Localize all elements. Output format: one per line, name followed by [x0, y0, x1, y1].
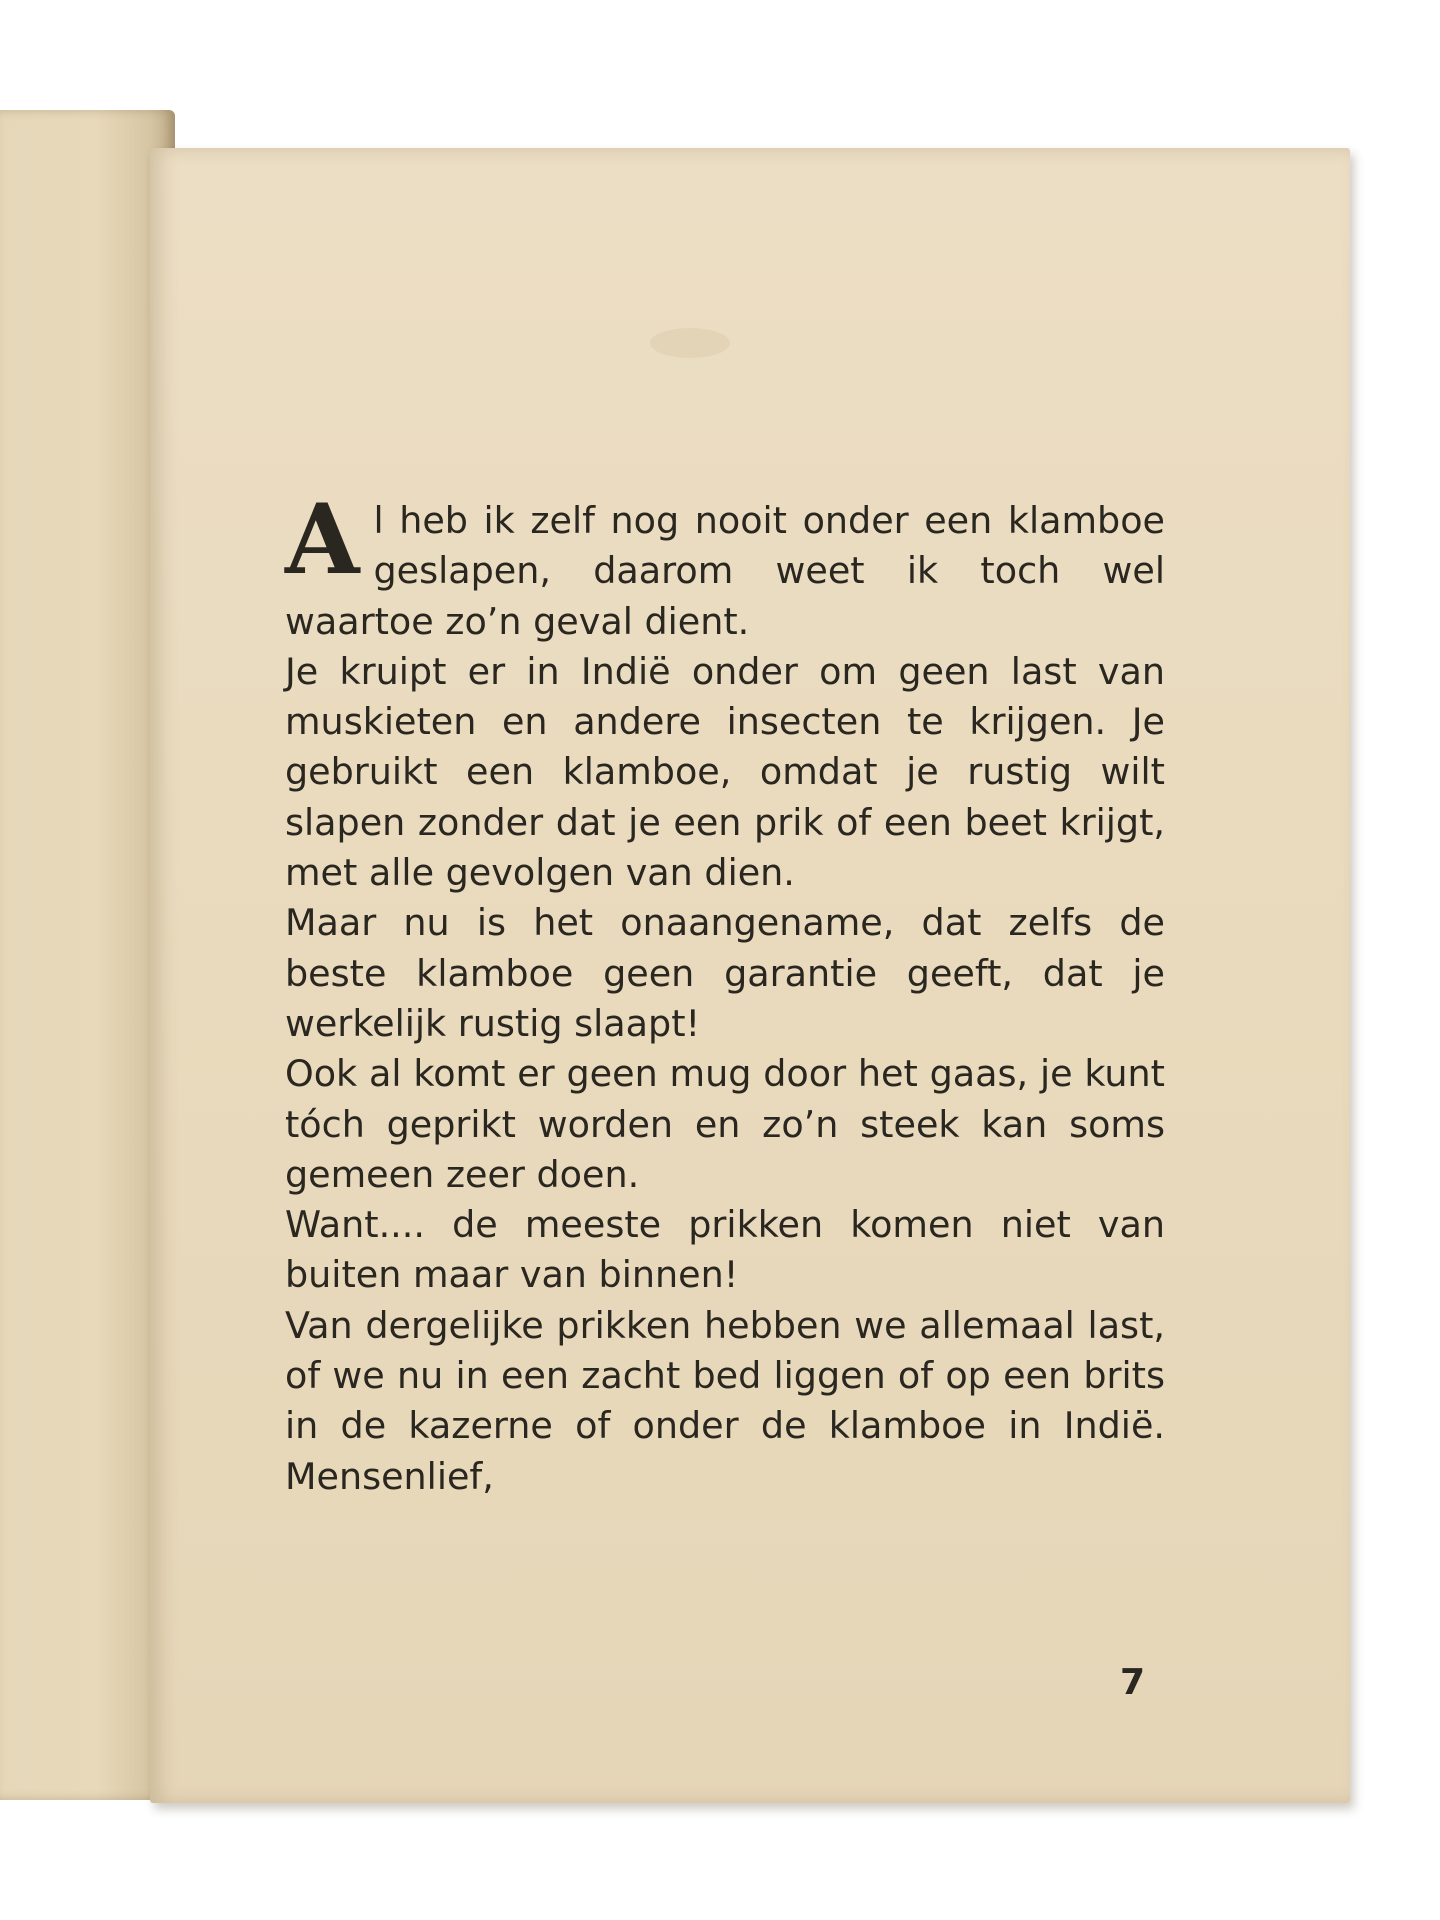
drop-cap: A [285, 483, 360, 596]
paper-stain [650, 328, 730, 358]
first-paragraph [285, 483, 1165, 647]
page-number: 7 [1119, 1662, 1145, 1703]
paragraph: Je kruipt er in Indië onder om geen last van muskieten en andere insecten te krijgen. Je gebruikt een klamboe, omdat je rustig wilt slapen zonder dat je een prik of een beet krijgt, met alle gevolgen van dien. [285, 649, 1165, 895]
first-paragraph-text: l heb ik zelf nog nooit onder een klamboe geslapen, daarom weet ik toch wel waartoe zo’n geval dient. [285, 499, 1165, 643]
paragraph: Van dergelijke prikken hebben we allemaal last, of we nu in een zacht bed liggen of op een brits in de kazerne of onder de klamboe in Indië. Mensenlief, [285, 1303, 1165, 1498]
page-text-block [285, 483, 1165, 1502]
paragraph: Want.... de meeste prikken komen niet van buiten maar van binnen! [285, 1203, 1165, 1297]
paragraph: Ook al komt er geen mug door het gaas, je kunt tóch geprikt worden en zo’n steek kan soms gemeen zeer doen. [285, 1052, 1165, 1196]
paragraph: Maar nu is het onaangename, dat zelfs de beste klamboe geen garantie geeft, dat je werkelijk rustig slaapt! [285, 901, 1165, 1045]
previous-page-edge [0, 110, 175, 1800]
book-page [150, 148, 1350, 1803]
